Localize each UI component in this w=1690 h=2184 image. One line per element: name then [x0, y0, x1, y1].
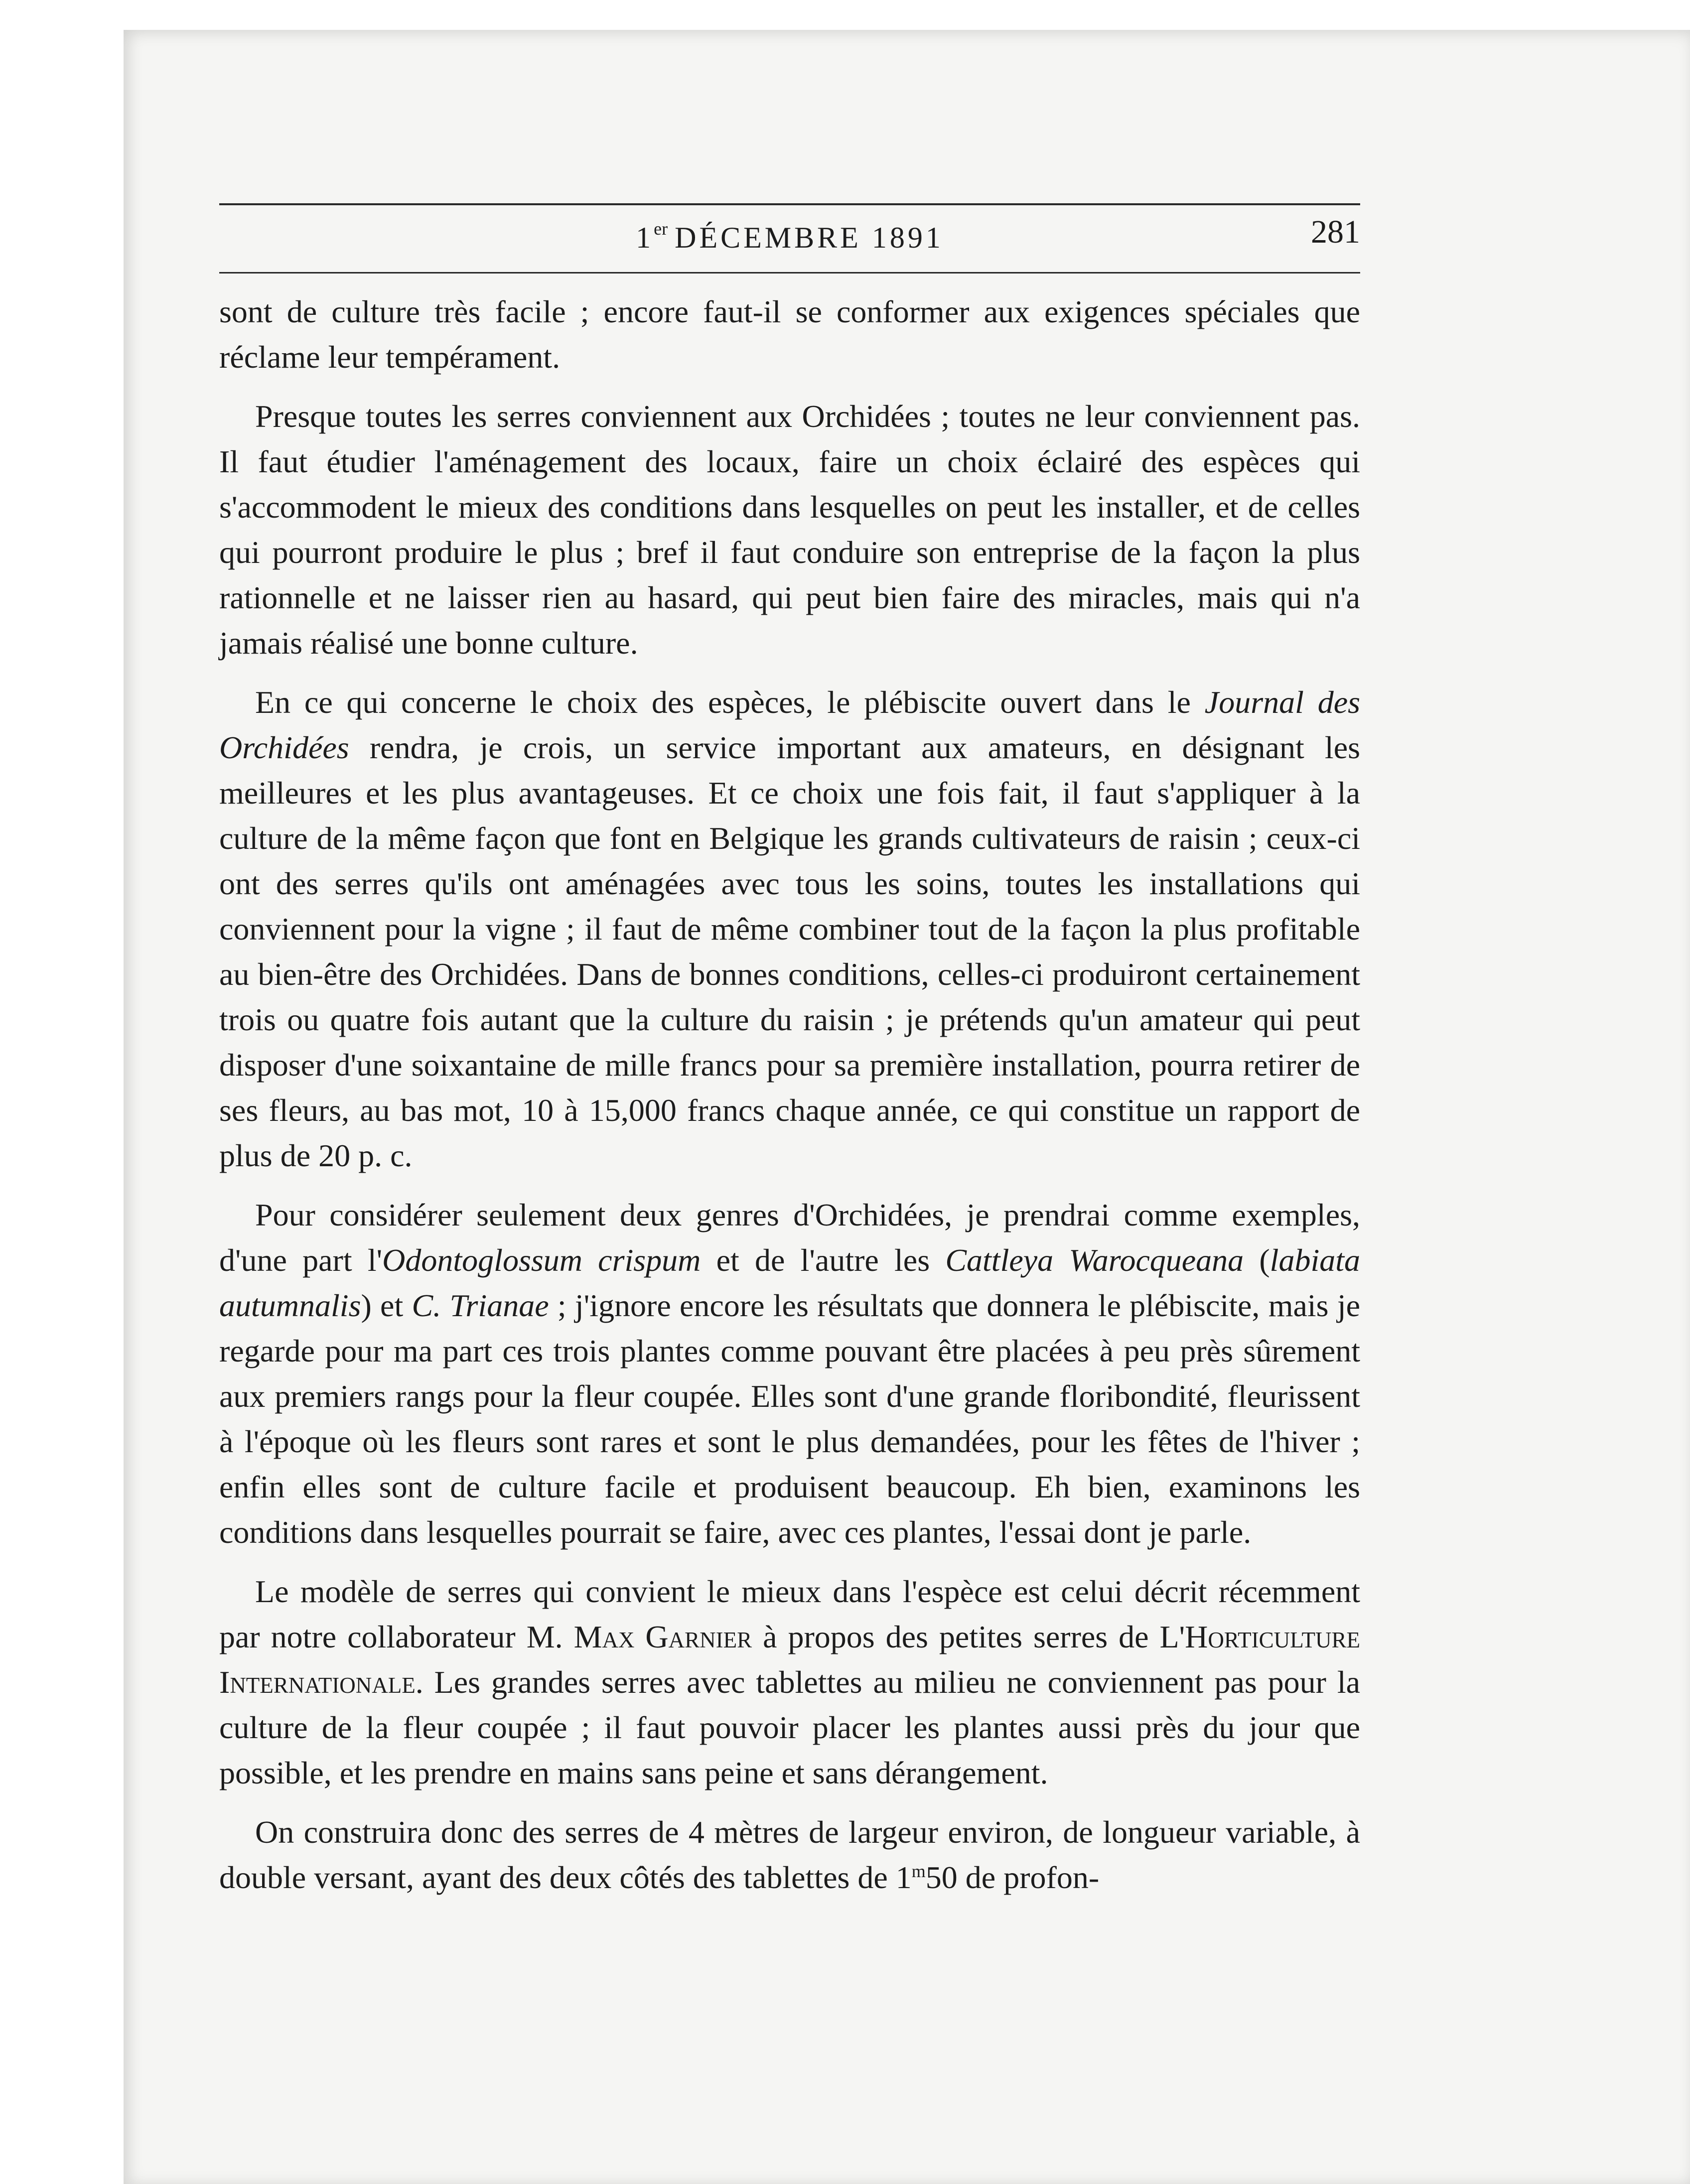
- date-ordinal-suffix: er: [654, 219, 668, 239]
- paragraph-4-text-c: (: [1244, 1242, 1270, 1278]
- paragraph-5-text-a: Le modèle de serres qui convient le mieux dans l'espèce est celui décrit récemment par notre collaborateur M.: [219, 1574, 1360, 1654]
- paragraph-4-text-b: et de l'autre les: [701, 1242, 946, 1278]
- paragraph-6-text-a: On construira donc des serres de 4 mètres de largeur environ, de longueur variable, à double versant, ayant des deux côtés des tablettes de 1: [219, 1814, 1360, 1895]
- page-number: 281: [1311, 214, 1360, 250]
- paragraph-4-text-d: ) et: [361, 1288, 412, 1323]
- paragraph-1: sont de culture très facile ; encore faut-il se conformer aux exigences spéciales que réclame leur tempérament.: [219, 294, 1360, 375]
- date-title: DÉCEMBRE 1891: [675, 221, 944, 254]
- paragraph-6: [219, 1809, 1360, 1900]
- species-name-1: Odontoglossum crispum: [382, 1242, 701, 1278]
- paragraph-5-text-c: . Les grandes serres avec tablettes au milieu ne conviennent pas pour la culture de la fleur coupée ; il faut pouvoir placer les plantes aussi près du jour que possible, et les prendre en mains sans peine et sans dérangement.: [219, 1664, 1360, 1790]
- paragraph-5: [219, 1569, 1360, 1795]
- paragraph-2: Presque toutes les serres conviennent aux Orchidées ; toutes ne leur conviennent pas. Il faut étudier l'aménagement des locaux, faire un choix éclairé des espèces qui s'accommodent le mieux des conditions dans lesquelles on peut les installer, et de celles qui pourront produire le plus ; bref il faut conduire son entreprise de la façon la plus rationnelle et ne laisser rien au hasard, qui peut bien faire des miracles, mais qui n'a jamais réalisé une bonne culture.: [219, 399, 1360, 661]
- header-top-rule: [219, 203, 1360, 205]
- species-name-4: C. Trianae: [412, 1288, 549, 1323]
- unit-superscript: m: [911, 1861, 926, 1881]
- institution-name: L'Horticulture Internationale: [219, 1619, 1360, 1700]
- running-title: [219, 218, 1360, 255]
- date-ordinal: 1: [636, 221, 654, 254]
- body-text: [219, 289, 1360, 1914]
- paragraph-4: [219, 1192, 1360, 1555]
- journal-title: Journal des Orchidées: [219, 684, 1361, 765]
- paragraph-6-text-b: 50 de profon-: [925, 1860, 1100, 1895]
- paragraph-5-text-b: à propos des petites serres de: [752, 1619, 1160, 1654]
- running-head: [219, 209, 1360, 264]
- species-name-3: labiata autumnalis: [219, 1242, 1360, 1323]
- paragraph-4-text-e: ; j'ignore encore les résultats que donnera le plébiscite, mais je regarde pour ma part ces trois plantes comme pouvant être placées à peu près sûrement aux premiers rangs pour la fleur coupée. Elles sont d'une grande floribondité, fleurissent à l'époque où les fleurs sont rares et sont le plus demandées, pour les fêtes de l'hiver ; enfin elles sont de culture facile et produisent beaucoup. Eh bien, examinons les conditions dans lesquelles pourrait se faire, avec ces plantes, l'essai dont je parle.: [219, 1288, 1361, 1550]
- paragraph-4-text-a: Pour considérer seulement deux genres d'Orchidées, je prendrai comme exemples, d'une part l': [219, 1197, 1360, 1278]
- paragraph-3-text-b: rendra, je crois, un service important aux amateurs, en désignant les meilleures et les plus avantageuses. Et ce choix une fois fait, il faut s'appliquer à la culture de la même façon que font en Belgique les grands cultivateurs de raisin ; ceux-ci ont des serres qu'ils ont aménagées avec tous les soins, toutes les installations qui conviennent pour la vigne ; il faut de même combiner tout de la façon la plus profitable au bien-être des Orchidées. Dans de bonnes conditions, celles-ci produiront certainement trois ou quatre fois autant que la culture du raisin ; je prétends qu'un amateur qui peut disposer d'une soixantaine de mille francs pour sa première installation, pourra retirer de ses fleurs, au bas mot, 10 à 15,000 francs chaque année, ce qui constitue un rapport de plus de 20 p. c.: [219, 730, 1360, 1173]
- author-name: Max Garnier: [573, 1619, 752, 1654]
- header-bottom-rule: [219, 272, 1360, 273]
- paragraph-3: [219, 680, 1360, 1178]
- species-name-2: Cattleya Warocqueana: [945, 1242, 1244, 1278]
- paragraph-3-text-a: En ce qui concerne le choix des espèces, le plébiscite ouvert dans le: [255, 684, 1205, 720]
